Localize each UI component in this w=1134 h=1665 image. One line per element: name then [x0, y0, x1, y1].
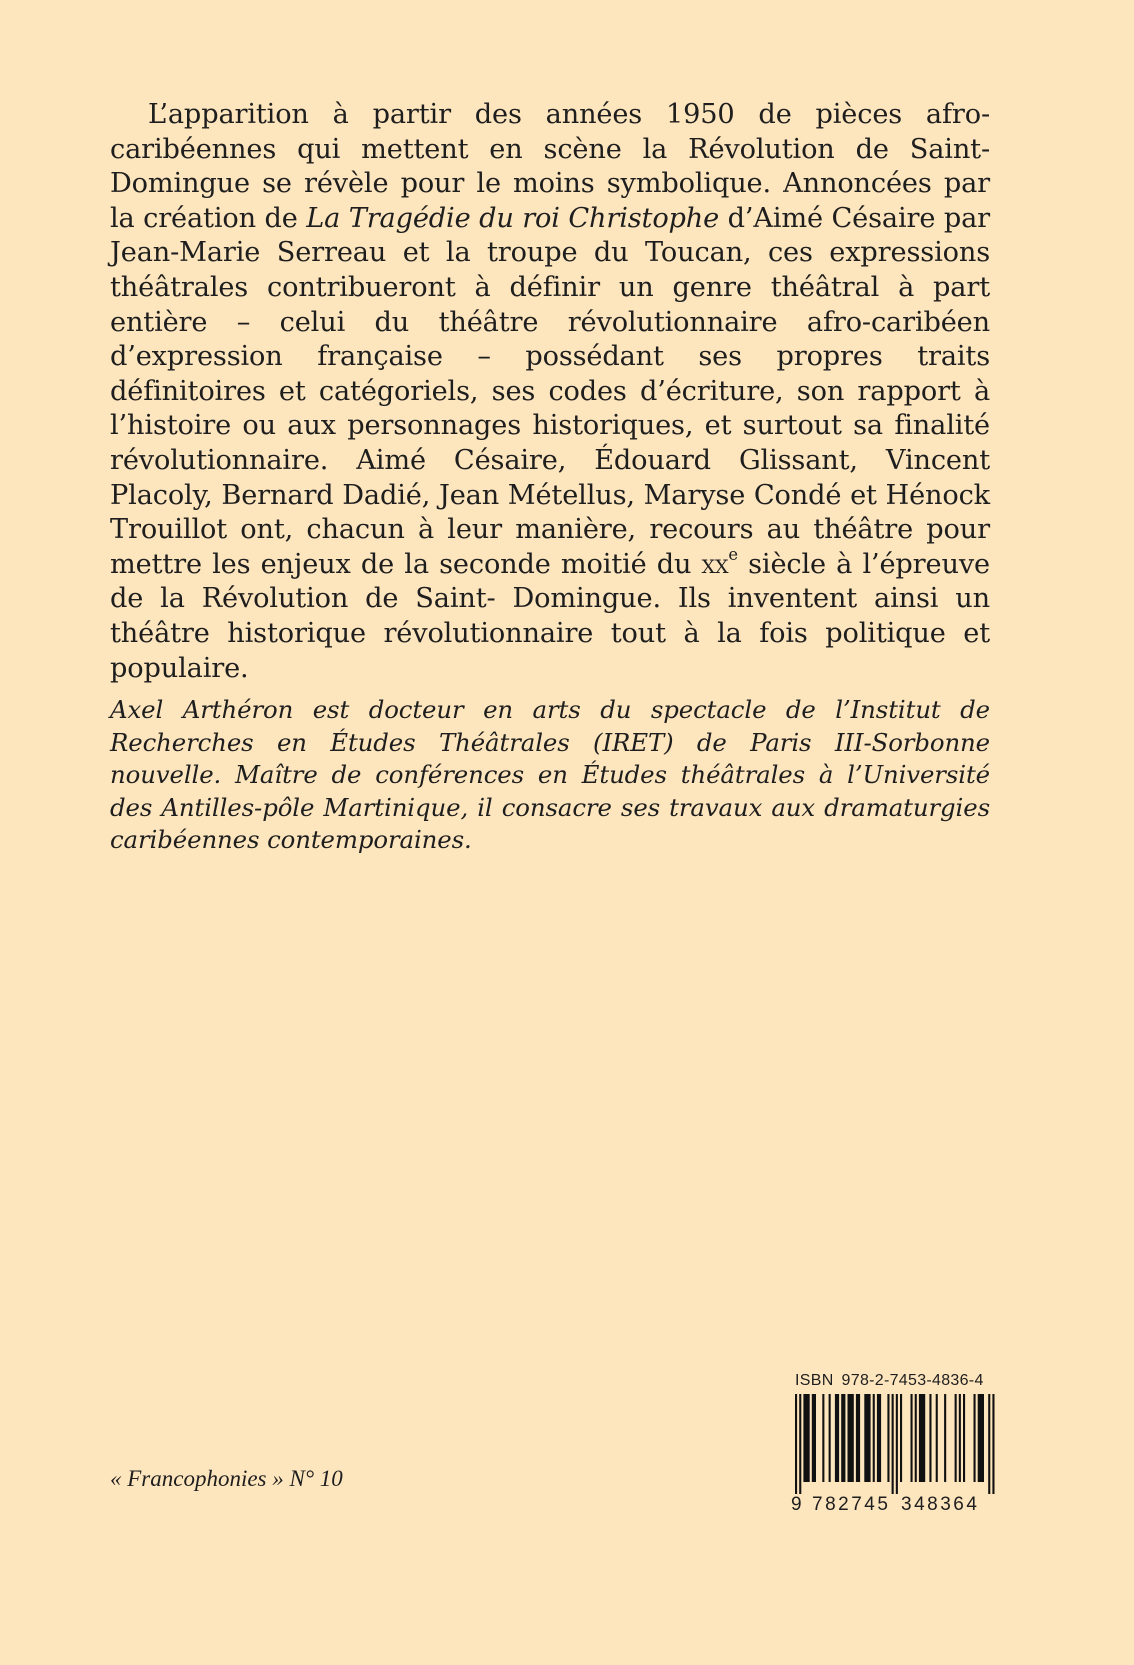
barcode-bar: [944, 1394, 946, 1482]
barcode-bar: [795, 1394, 797, 1494]
summary-text-2: d’Aimé Césaire par Jean-Marie Serreau et la troupe du Toucan, ces expressions théâtrales contribueront à définir un genre théâtral à part entière – celui du théâtre révolutionnaire afro-caribéen d’expression française – possédant ses propres traits définitoires et catégoriels, ses codes d’écriture, son rapport à l’histoire ou aux personnages historiques, et surtout sa finalité révolutionnaire. Aimé Césaire, Édouard Glissant, Vincent Placoly, Bernard Dadié, Jean Métellus, Maryse Condé et Hénock Trouillot ont, chacun à leur manière, recours au théâtre pour mettre les enjeux de la seconde moitié du: [110, 202, 990, 580]
barcode-bar: [856, 1394, 860, 1482]
barcode-bar: [963, 1394, 965, 1482]
barcode-bar: [911, 1394, 913, 1482]
barcode-bar: [988, 1394, 990, 1494]
barcode-bar: [974, 1394, 976, 1482]
barcode-bar: [896, 1394, 898, 1494]
barcode-digit-first: 9: [791, 1494, 802, 1515]
isbn-label: ISBN: [795, 1372, 834, 1389]
barcode-bar: [915, 1394, 917, 1482]
barcode-digit-group-2: 348364: [901, 1494, 980, 1515]
barcode-graphic: [795, 1394, 995, 1494]
barcode-digit-group-1: 782745: [812, 1494, 891, 1515]
barcode-bar: [919, 1394, 925, 1482]
barcode-bar: [900, 1394, 902, 1482]
barcode-bar: [929, 1394, 931, 1482]
author-bio: Axel Arthéron est docteur en arts du spectacle de l’Institut de Recherches en Études Théâtrales (IRET) de Paris III-Sorbonne nouvelle. Maître de conférences en Études théâtrales à l’Université des Antilles-pôle Martinique, il consacre ses travaux aux dramaturgies caribéennes contemporaines.: [110, 695, 990, 855]
century-superscript: e: [728, 544, 738, 564]
barcode-bar: [992, 1394, 994, 1494]
barcode-bar: [873, 1394, 875, 1482]
barcode-bar: [864, 1394, 870, 1482]
back-cover-summary: [110, 98, 990, 686]
play-title: La Tragédie du roi Christophe: [306, 202, 720, 234]
barcode: [791, 1394, 995, 1515]
isbn-barcode-block: [791, 1372, 995, 1515]
barcode-bar: [812, 1394, 816, 1482]
barcode-bar: [959, 1394, 961, 1482]
barcode-bar: [841, 1394, 845, 1482]
isbn-number: 978-2-7453-4836-4: [841, 1372, 984, 1389]
barcode-bar: [799, 1394, 801, 1494]
barcode-bar: [835, 1394, 839, 1482]
barcode-bar: [892, 1394, 894, 1494]
barcode-bar: [803, 1394, 809, 1482]
barcode-bar: [936, 1394, 938, 1482]
barcode-bar: [822, 1394, 824, 1482]
isbn-text: [795, 1372, 995, 1390]
summary-text-3: siècle à l’épreuve de la Révolution de Saint- Domingue. Ils inventent ainsi un théâtre historique révolutionnaire tout à la fois politique et populaire.: [110, 548, 990, 684]
barcode-bar: [877, 1394, 881, 1482]
barcode-bar: [829, 1394, 831, 1482]
summary-text-1: L’apparition à partir des années 1950 de pièces afro-caribéennes qui mettent en scène la Révolution de Saint-Domingue se révèle pour le moins symbolique. Annoncées par la création de: [110, 99, 990, 234]
barcode-bar: [978, 1394, 984, 1482]
barcode-bar: [955, 1394, 957, 1482]
barcode-bar: [848, 1394, 854, 1482]
century-numeral: xx: [701, 548, 729, 580]
barcode-bar: [887, 1394, 889, 1482]
series-label: « Francophonies » N° 10: [110, 1466, 343, 1491]
